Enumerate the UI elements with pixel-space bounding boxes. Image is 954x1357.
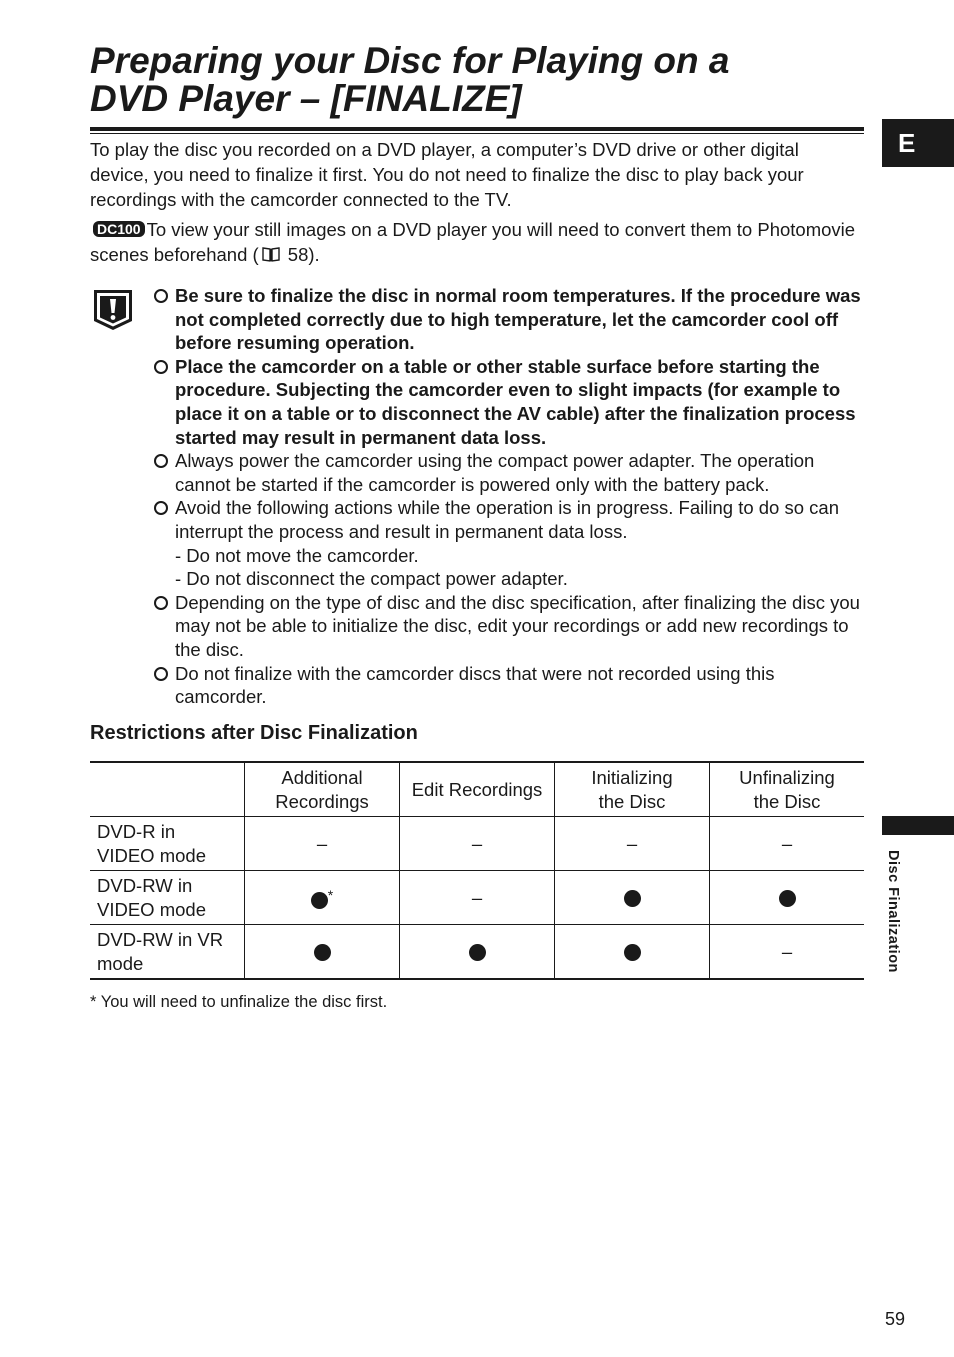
filled-dot-icon [779, 890, 796, 907]
table-cell [400, 925, 555, 980]
page-title-line-1: Preparing your Disc for Playing on a [90, 40, 730, 81]
table-row [90, 817, 864, 871]
caution-subitem: - Do not disconnect the compact power adapter. [175, 568, 568, 590]
table-cell [555, 925, 710, 980]
table-cell: – [710, 925, 865, 980]
page-number: 59 [885, 1309, 906, 1329]
table-cell [245, 871, 400, 925]
bullet-icon [154, 667, 168, 681]
dc100-note-text: To view your still images on a DVD player you will need to convert them to Photomovie scenes beforehand ( [90, 219, 856, 265]
caution-note: Avoid the following actions while the operation is in progress. Failing to do so can interrupt the process and result in permanent data loss. - Do not move the camcorder. - Do not disconnect the compact power adapter. [153, 496, 865, 590]
bullet-icon [154, 596, 168, 610]
bullet-icon [154, 289, 168, 303]
caution-subitem: - Do not move the camcorder. [175, 544, 419, 566]
intro-paragraph: To play the disc you recorded on a DVD player, a computer’s DVD drive or other digital device, you need to finalize it first. You do not need to finalize the disc to play back your recordings with the camcorder connected to the TV. [90, 139, 804, 210]
footnote-marker: * [327, 886, 334, 903]
caution-note: Be sure to finalize the disc in normal room temperatures. If the procedure was not completed correctly due to high temperature, let the camcorder cool off before resuming operation. [153, 284, 865, 355]
caution-note: Depending on the type of disc and the disc specification, after finalizing the disc you may not be able to initialize the disc, edit your recordings or add new recordings to the disc. [153, 591, 865, 662]
table-header-cell: Edit Recordings [400, 762, 555, 817]
table-row [90, 871, 864, 925]
table-row [90, 925, 864, 980]
caution-icon [90, 288, 136, 332]
filled-dot-icon [624, 944, 641, 961]
table-row-label: DVD-R in VIDEO mode [90, 817, 245, 871]
filled-dot-icon [469, 944, 486, 961]
section-heading: Restrictions after Disc Finalization [90, 722, 418, 744]
bullet-icon [154, 360, 168, 374]
table-header-cell [90, 762, 245, 817]
page-title-line-2: DVD Player – [FINALIZE] [90, 78, 522, 119]
caution-note: Always power the camcorder using the compact power adapter. The operation cannot be started if the camcorder is powered only with the battery pack. [153, 449, 865, 496]
title-rule-thick [90, 127, 864, 131]
language-tab: E [882, 119, 954, 167]
table-header-cell: Unfinalizing the Disc [710, 762, 865, 817]
bullet-icon [154, 454, 168, 468]
caution-note: Do not finalize with the camcorder discs that were not recorded using this camcorder. [153, 662, 865, 709]
section-side-label: Disc Finalization [885, 850, 901, 973]
table-row-label: DVD-RW in VIDEO mode [90, 871, 245, 925]
book-icon [261, 246, 281, 262]
dc100-note-page-ref: 58). [282, 244, 320, 265]
table-cell: – [555, 817, 710, 871]
table-cell: – [710, 817, 865, 871]
table-header-row [90, 762, 864, 817]
dc100-badge: DC100 [93, 221, 145, 237]
table-header-cell: Initializing the Disc [555, 762, 710, 817]
caution-notes-list [153, 284, 865, 709]
table-cell: – [400, 817, 555, 871]
bullet-icon [154, 501, 168, 515]
section-tab-marker [882, 816, 954, 835]
filled-dot-icon [624, 890, 641, 907]
table-cell [710, 871, 865, 925]
table-row-label: DVD-RW in VR mode [90, 925, 245, 980]
title-rule-thin [90, 133, 864, 134]
caution-note: Place the camcorder on a table or other stable surface before starting the procedure. Subjecting the camcorder even to slight impacts (for example to place it on a table or to disconnect the AV cable) after the finalization process started may result in permanent data loss. [153, 355, 865, 449]
table-cell [245, 925, 400, 980]
table-cell: – [400, 871, 555, 925]
table-cell [555, 871, 710, 925]
page-title [90, 42, 870, 118]
restrictions-table [90, 761, 864, 980]
table-header-cell: Additional Recordings [245, 762, 400, 817]
filled-dot-icon [314, 944, 331, 961]
table-cell: – [245, 817, 400, 871]
dc100-note [90, 217, 860, 267]
table-footnote: * You will need to unfinalize the disc first. [90, 993, 388, 1011]
filled-dot-icon [311, 892, 328, 909]
